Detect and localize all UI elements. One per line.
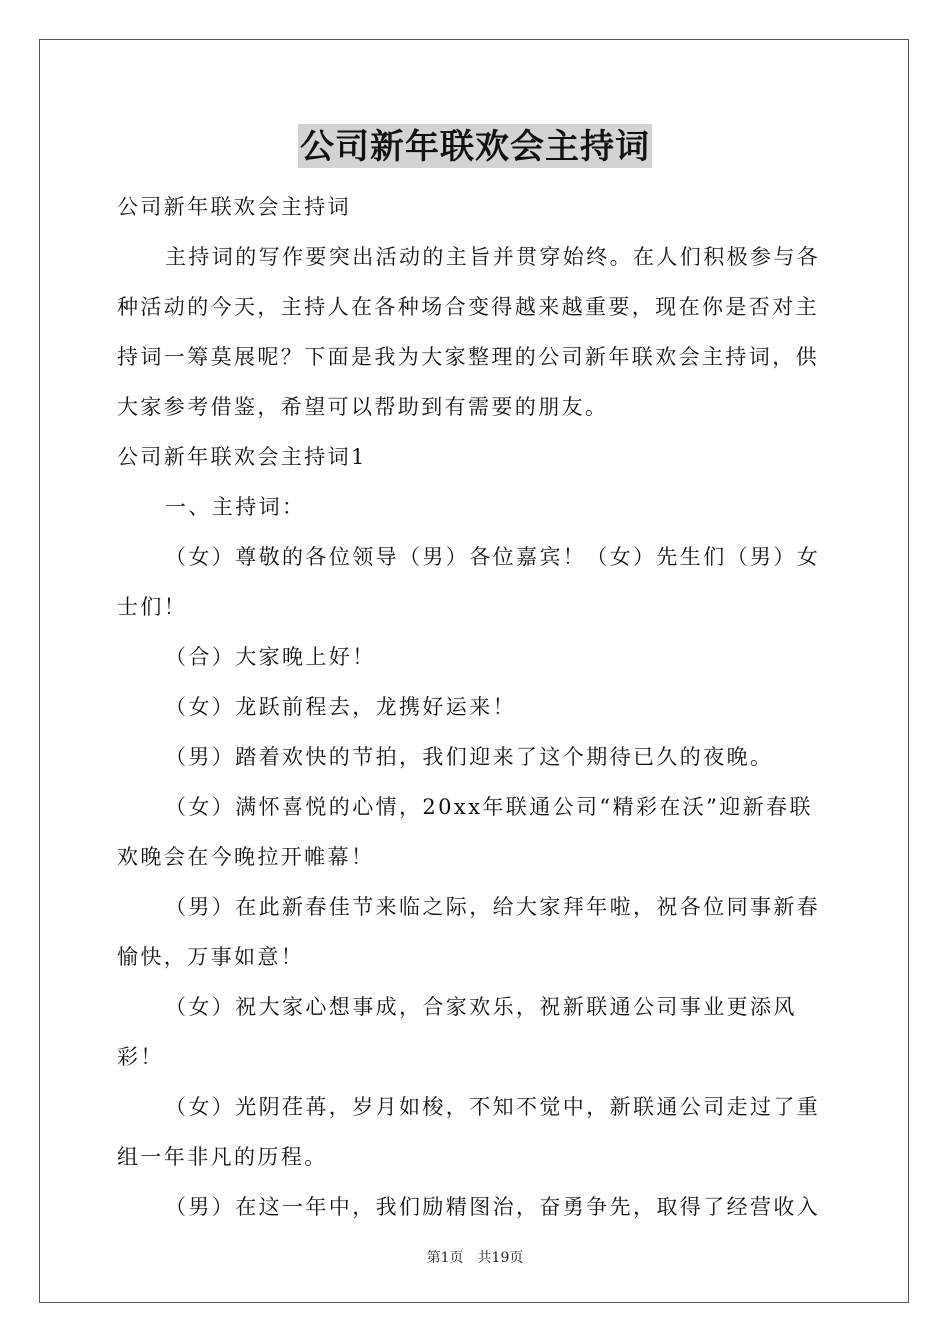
document-title: 公司新年联欢会主持词: [298, 124, 652, 168]
script-line: （男）踏着欢快的节拍，我们迎来了这个期待已久的夜晚。: [165, 745, 774, 769]
document-title-container: [0, 124, 950, 168]
script-line: （女）光阴荏苒，岁月如梭，不知不觉中，新联通公司走过了重组一年非凡的历程。: [117, 1095, 821, 1169]
script-line: （女）满怀喜悦的心情，20xx年联通公司“精彩在沃”迎新春联欢晚会在今晚拉开帷幕！: [117, 795, 813, 869]
script-line: （女）尊敬的各位领导（男）各位嘉宾！（女）先生们（男）女士们！: [117, 545, 821, 619]
script-line: （女）龙跃前程去，龙携好运来！: [165, 695, 516, 719]
script-line: （合）大家晚上好！: [165, 645, 376, 669]
subsection-heading: 一、主持词：: [165, 495, 306, 519]
page-footer: [0, 1247, 950, 1267]
script-line: （男）在此新春佳节来临之际，给大家拜年啦，祝各位同事新春愉快，万事如意！: [117, 895, 821, 969]
document-body: [117, 182, 833, 1232]
script-line: （男）在这一年中，我们励精图治，奋勇争先，取得了经营收入: [165, 1195, 821, 1219]
section-heading: 公司新年联欢会主持词: [117, 195, 351, 219]
page-number: 第1页: [426, 1250, 464, 1266]
script-line: （女）祝大家心想事成，合家欢乐，祝新联通公司事业更添风彩！: [117, 995, 797, 1069]
intro-paragraph: 主持词的写作要突出活动的主旨并贯穿始终。在人们积极参与各种活动的今天，主持人在各种场合变得越来越重要，现在你是否对主持词一筹莫展呢？下面是我为大家整理的公司新年联欢会主持词，供大家参考借鉴，希望可以帮助到有需要的朋友。: [117, 245, 821, 419]
section-heading: 公司新年联欢会主持词1: [117, 445, 367, 469]
page-total: 共19页: [477, 1250, 524, 1266]
